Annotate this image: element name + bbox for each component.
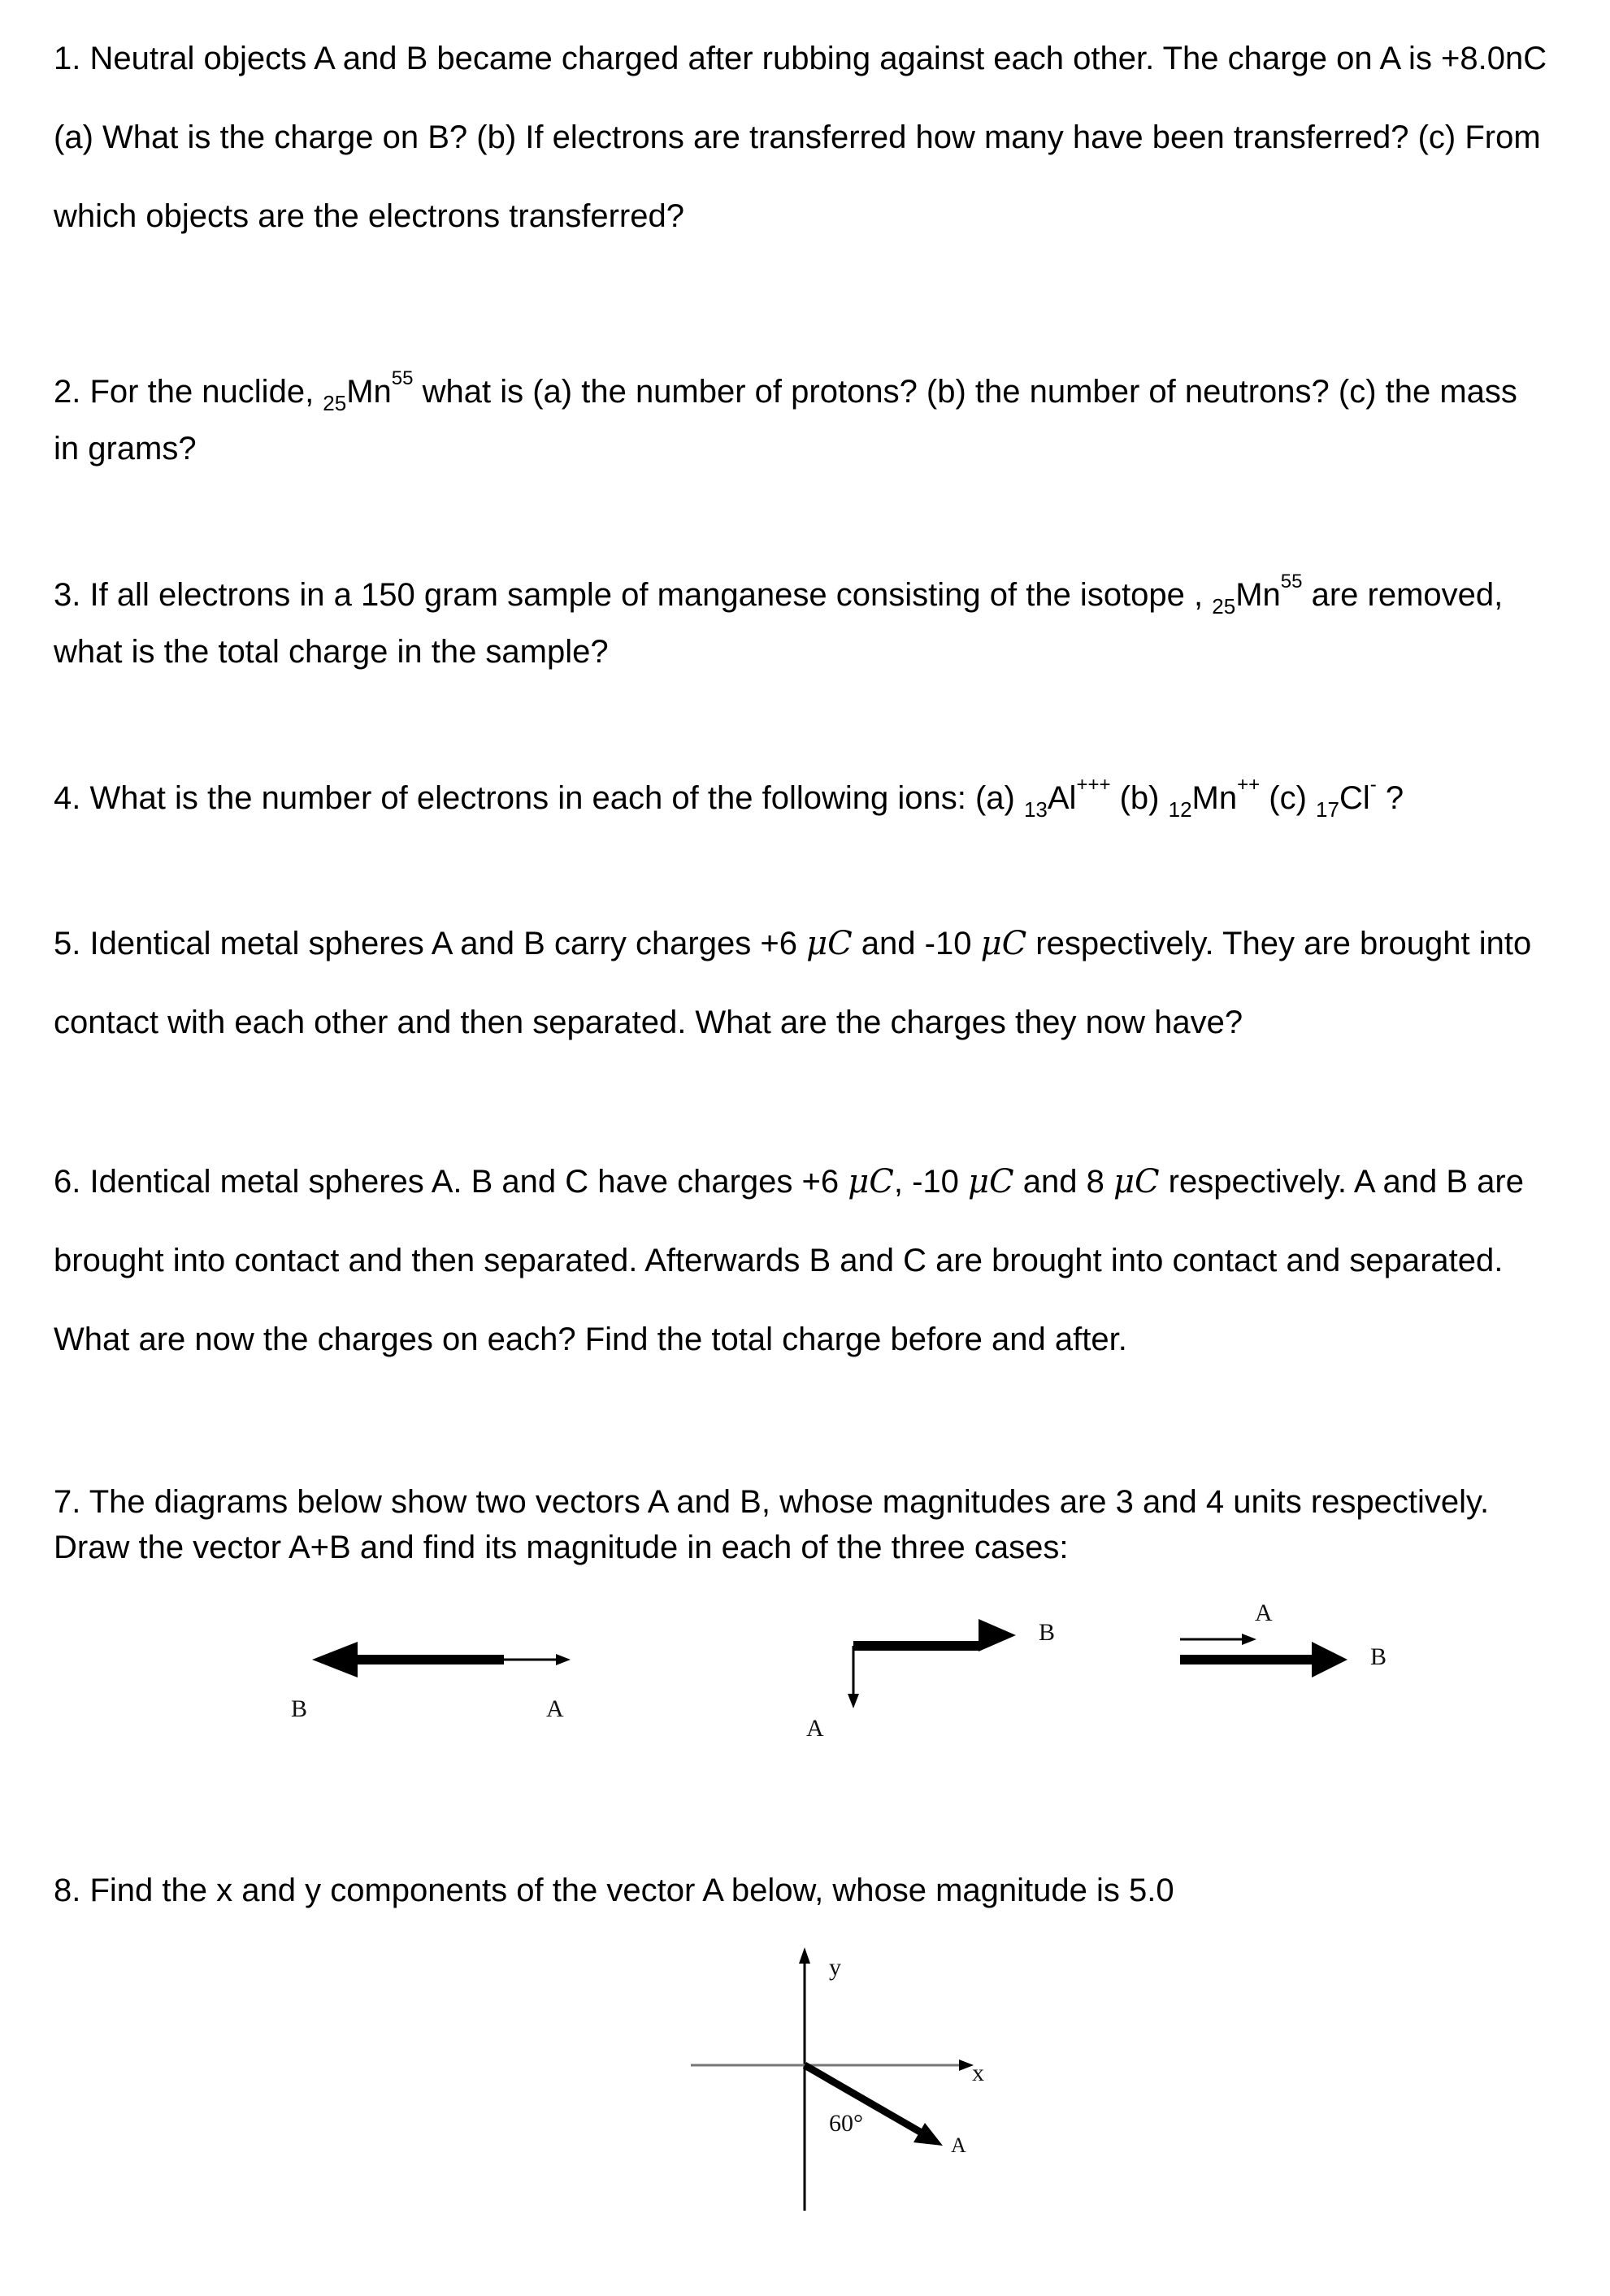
vector-b-arrowhead	[312, 1642, 358, 1678]
element-symbol: Mn	[1235, 577, 1281, 613]
question-7-line-1: 7. The diagrams below show two vectors A and B, whose magnitudes are 3 and 4 units respectively.	[54, 1484, 1490, 1520]
question-6-line-1: 6. Identical metal spheres A. B and C have charges +6 μC, -10 μC and 8 μC respectively. A and B are	[54, 1163, 1524, 1200]
vector-a-arrowhead	[848, 1694, 859, 1708]
question-1-line-2: (a) What is the charge on B? (b) If electrons are transferred how many have been transferred? (c) From	[54, 119, 1541, 155]
vector-case-3	[1180, 1599, 1387, 1678]
mass-number: 55	[391, 367, 414, 389]
vector-b-arrowhead	[1312, 1642, 1347, 1678]
atomic-number: 25	[323, 391, 347, 415]
axes-diagram	[691, 1947, 984, 2211]
question-5-line-2: contact with each other and then separated. What are the charges they now have?	[54, 1005, 1243, 1040]
question-5-line-1: 5. Identical metal spheres A and B carry charges +6 μC and -10 μC respectively. They are brought into	[54, 925, 1532, 962]
label-b: B	[291, 1695, 308, 1722]
question-8-line-1: 8. Find the x and y components of the vector A below, whose magnitude is 5.0	[54, 1873, 1174, 1908]
mass-number: 55	[1280, 571, 1303, 592]
label-a: A	[1255, 1599, 1273, 1626]
question-1-line-1: 1. Neutral objects A and B became charged after rubbing against each other. The charge on A is +8.0nC	[54, 41, 1547, 76]
question-2-line-2: in grams?	[54, 431, 197, 467]
label-x: x	[972, 2059, 984, 2086]
element-symbol: Mn	[346, 374, 392, 410]
label-a: A	[806, 1715, 824, 1742]
y-axis-arrowhead	[799, 1947, 810, 1964]
question-6-line-3: What are now the charges on each? Find the total charge before and after.	[54, 1322, 1127, 1357]
label-b: B	[1039, 1619, 1056, 1646]
question-4-line-1: 4. What is the number of electrons in each of the following ions: (a) $_{13}$Al+++ (b) $_{12}$Mn++ (c) $_{17}$Cl- ?	[54, 774, 1404, 822]
vector-case-1	[291, 1642, 571, 1722]
label-a: A	[951, 2133, 966, 2157]
vector-a-arrowhead	[1242, 1634, 1256, 1645]
label-y: y	[829, 1954, 841, 1981]
atomic-number: 25	[1212, 594, 1236, 618]
question-7-line-2: Draw the vector A+B and find its magnitude in each of the three cases:	[54, 1530, 1069, 1565]
vector-a-arrowhead	[556, 1654, 571, 1665]
question-3-line-1: 3. If all electrons in a 150 gram sample of manganese consisting of the isotope , $_{25}Mn^{55}$ are removed,	[54, 571, 1504, 618]
question-6-line-2: brought into contact and then separated. Afterwards B and C are brought into contact and separated.	[54, 1243, 1504, 1278]
angle-label: 60°	[829, 2110, 863, 2137]
label-b: B	[1370, 1643, 1387, 1670]
question-2-line-1: 2. For the nuclide, $_{25}Mn^{55}$ what is (a) the number of protons? (b) the number of neutrons? (c) the mass	[54, 367, 1517, 415]
label-a: A	[546, 1695, 564, 1722]
vector-case-2	[806, 1619, 1055, 1742]
question-3-line-2: what is the total charge in the sample?	[54, 634, 609, 670]
vector-b-arrowhead	[979, 1619, 1016, 1651]
question-1-line-3: which objects are the electrons transferred?	[54, 198, 684, 234]
